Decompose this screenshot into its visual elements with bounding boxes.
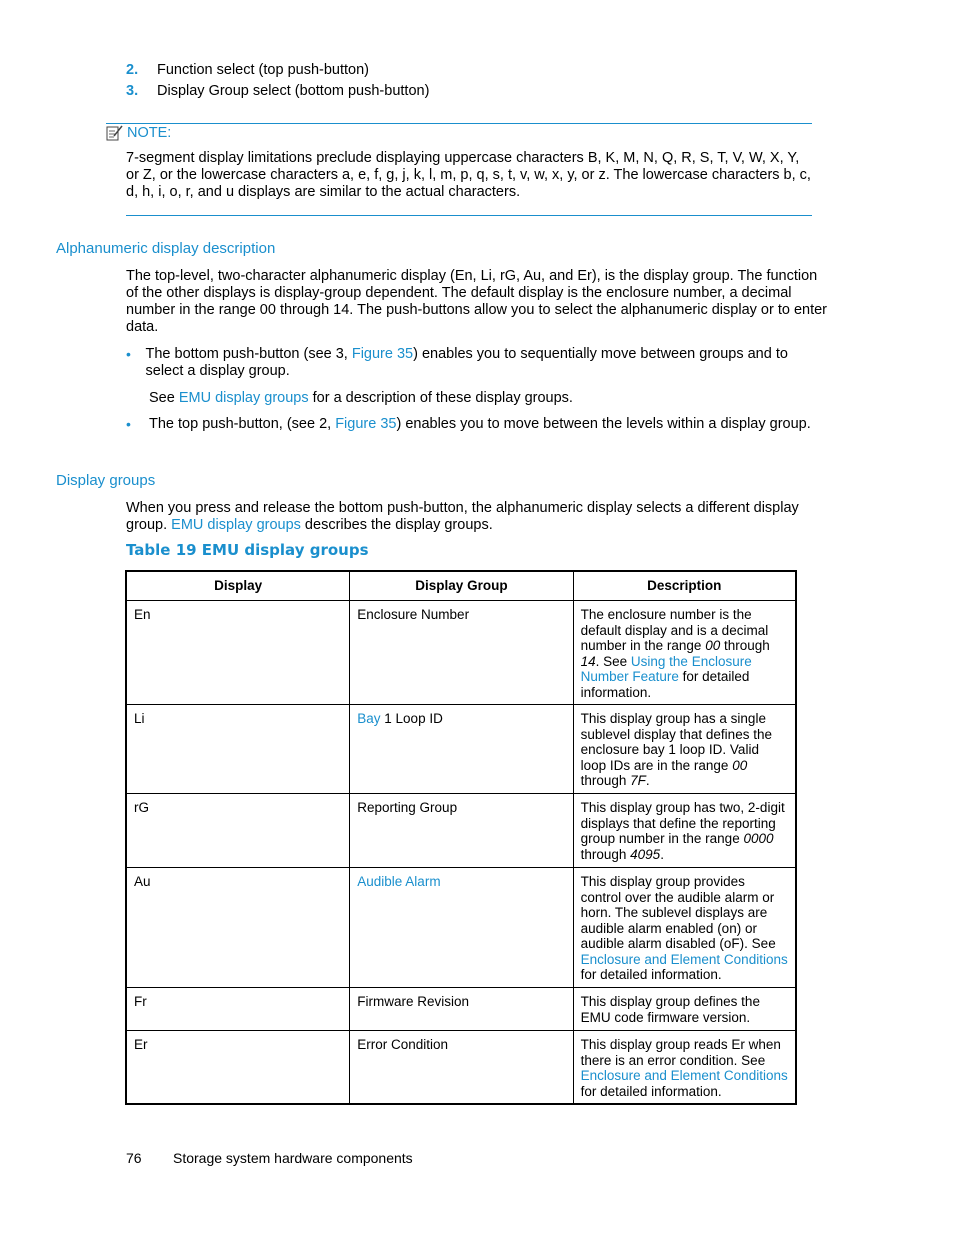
description-cell: This display group has two, 2-digit displays that define the reporting group number in the range 0000 through 4095.: [573, 794, 796, 868]
display-cell: Fr: [126, 988, 350, 1031]
enclosure-element-conditions-link[interactable]: Enclosure and Element Conditions: [580, 951, 788, 967]
note-body: 7-segment display limitations preclude displaying uppercase characters B, K, M, N, Q, R, S, T, V, W, X, Y, or Z, or the lowercase characters a, e, f, g, j, k, l, m, p, q, s, t, v, w, x, y, or z. The lowercase characters b, c, d, h, i, o, r, and u displays are similar to the actual characters.: [126, 150, 811, 200]
bullet-item: [126, 346, 816, 380]
display-cell: En: [126, 601, 350, 705]
bullet-icon: •: [126, 346, 131, 362]
description-cell: This display group defines the EMU code firmware version.: [573, 988, 796, 1031]
emu-display-groups-link[interactable]: EMU display groups: [171, 517, 301, 533]
description-cell: This display group provides control over the audible alarm or horn. The sublevel displays are audible alarm enabled (on) or audible alarm disabled (oF). See Enclosure and Element Conditions for detailed information.: [573, 868, 796, 988]
bullet-item: [126, 416, 816, 433]
column-header: Display Group: [350, 571, 573, 601]
note-top-rule: [106, 123, 812, 124]
group-cell: Error Condition: [350, 1031, 573, 1105]
group-cell: [350, 868, 573, 988]
note-bottom-rule: [126, 215, 812, 216]
see-line: See EMU display groups for a description of these display groups.: [149, 390, 573, 406]
description-cell: This display group reads Er when there is an error condition. See Enclosure and Element Conditions for detailed information.: [573, 1031, 796, 1105]
bullet-text: The bottom push-button (see 3, Figure 35) enables you to sequentially move between groups and to select a display group.: [145, 346, 788, 379]
step-text: Display Group select (bottom push-button): [157, 82, 430, 99]
display-cell: Li: [126, 705, 350, 794]
table-row: [126, 868, 796, 988]
emu-display-groups-table: [125, 570, 797, 1105]
emu-display-groups-link[interactable]: EMU display groups: [178, 390, 309, 406]
note-pencil-icon: [106, 125, 123, 141]
note-heading: [106, 125, 171, 141]
step-number: 2.: [126, 61, 139, 78]
note-label: NOTE:: [127, 125, 172, 141]
display-cell: rG: [126, 794, 350, 868]
table-row: [126, 601, 796, 705]
table-row: [126, 794, 796, 868]
column-header: Description: [573, 571, 796, 601]
figure-35-link[interactable]: Figure 35: [351, 346, 414, 362]
table-row: [126, 1031, 796, 1105]
page-number: 76: [126, 1150, 142, 1166]
section-paragraph: When you press and release the bottom push-button, the alphanumeric display selects a different display group. EMU display groups describes the display groups.: [126, 500, 799, 533]
step-text: Function select (top push-button): [157, 61, 369, 78]
table-row: [126, 705, 796, 794]
list-item: [126, 59, 826, 80]
table-caption: Table 19 EMU display groups: [126, 541, 369, 559]
table-header-row: [126, 571, 796, 601]
section-paragraph: The top-level, two-character alphanumeric display (En, Li, rG, Au, and Er), is the display group. The function of the other displays is display-group dependent. The default display is the enclosure number, a decimal number in the range 00 through 14. The push-buttons allow you to select the alphanumeric display or to enter data.: [126, 268, 827, 335]
bay-link[interactable]: Bay: [357, 711, 381, 726]
enclosure-element-conditions-link[interactable]: Enclosure and Element Conditions: [580, 1068, 788, 1083]
section-heading-display-groups: Display groups: [56, 472, 156, 489]
page-footer: [126, 1150, 413, 1166]
column-header: Display: [126, 571, 350, 601]
display-cell: Er: [126, 1031, 350, 1105]
step-list: [126, 59, 826, 101]
audible-alarm-link[interactable]: Audible Alarm: [357, 874, 441, 889]
step-number: 3.: [126, 82, 139, 99]
description-cell: This display group has a single sublevel display that defines the enclosure bay 1 loop ID. Valid loop IDs are in the range 00 through 7F.: [573, 705, 796, 794]
display-cell: Au: [126, 868, 350, 988]
description-cell: The enclosure number is the default display and is a decimal number in the range 00 through 14. See Using the Enclosure Number Feature for detailed information.: [573, 601, 796, 705]
using-enclosure-number-link[interactable]: Using the Enclosure Number Feature: [580, 653, 752, 684]
section-heading-alphanumeric: Alphanumeric display description: [56, 240, 276, 257]
bullet-text: The top push-button, (see 2, Figure 35) enables you to move between the levels within a display group.: [149, 416, 811, 432]
figure-35-link[interactable]: Figure 35: [335, 416, 397, 432]
group-cell: Enclosure Number: [350, 601, 573, 705]
bullet-icon: •: [126, 416, 131, 432]
group-cell: Firmware Revision: [350, 988, 573, 1031]
list-item: [126, 80, 826, 101]
group-cell: Reporting Group: [350, 794, 573, 868]
table-row: [126, 988, 796, 1031]
footer-title: Storage system hardware components: [173, 1150, 413, 1166]
group-cell: Bay 1 Loop ID: [350, 705, 573, 794]
